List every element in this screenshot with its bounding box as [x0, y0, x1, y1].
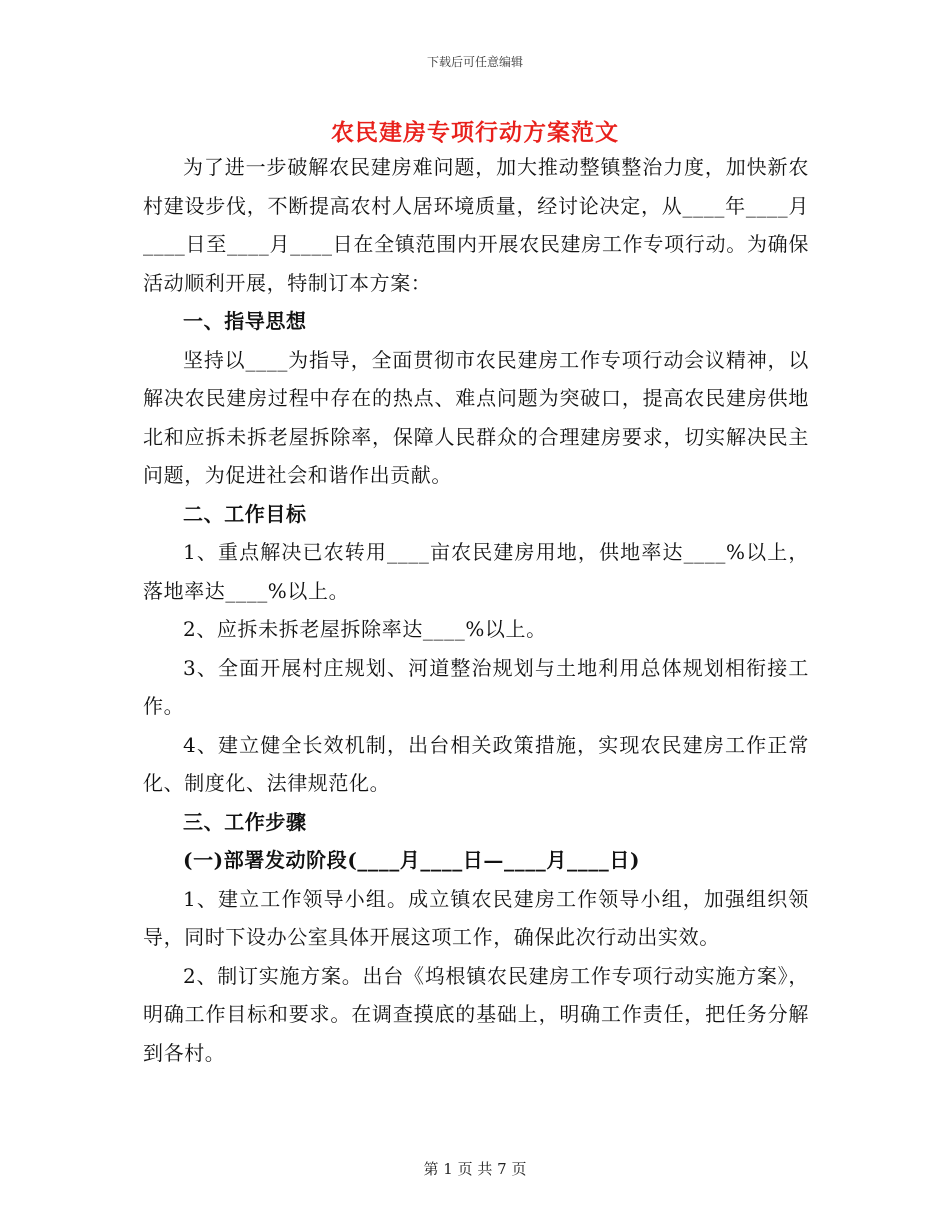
header-note: 下载后可任意编辑 — [426, 55, 523, 69]
work-step-item: 1、建立工作领导小组。成立镇农民建房工作领导小组，加强组织领导，同时下设办公室具体开展这项工作，确保此次行动出实效。 — [143, 886, 809, 949]
section-heading-guiding-thought: 一、指导思想 — [183, 309, 307, 333]
work-step-item: 2、制订实施方案。出台《坞根镇农民建房工作专项行动实施方案》，明确工作目标和要求。在调查摸底的基础上，明确工作责任，把任务分解到各村。 — [143, 963, 809, 1065]
section-heading-work-goals: 二、工作目标 — [183, 501, 307, 526]
work-goal-item: 1、重点解决已农转用____亩农民建房用地，供地率达____%以上，落地率达____%以上。 — [143, 540, 809, 603]
work-goal-item: 2、应拆未拆老屋拆除率达____%以上。 — [183, 617, 547, 641]
document-body — [143, 148, 809, 1072]
intro-paragraph: 为了进一步破解农民建房难问题，加大推动整镇整治力度，加快新农村建设步伐，不断提高农村人居环境质量，经讨论决定，从____年____月____日至____月____日在全镇范围内开展农民建房工作专项行动。为确保活动顺利开展，特制订本方案： — [143, 155, 809, 295]
section-heading-work-steps: 三、工作步骤 — [183, 809, 307, 834]
page-number: 第 1 页 共 7 页 — [423, 1160, 527, 1178]
work-goal-item: 3、全面开展村庄规划、河道整治规划与土地利用总体规划相衔接工作。 — [143, 655, 809, 718]
document-title: 农民建房专项行动方案范文 — [331, 119, 619, 146]
work-goal-item: 4、建立健全长效机制，出台相关政策措施，实现农民建房工作正常化、制度化、法律规范化。 — [143, 732, 809, 795]
guiding-thought-paragraph: 坚持以____为指导，全面贯彻市农民建房工作专项行动会议精神，以解决农民建房过程中存在的热点、难点问题为突破口，提高农民建房供地北和应拆未拆老屋拆除率，保障人民群众的合理建房要求，切实解决民主问题，为促进社会和谐作出贡献。 — [143, 347, 809, 487]
subheading-deployment-stage: (一)部署发动阶段(____月____日—____月____日) — [183, 848, 641, 872]
